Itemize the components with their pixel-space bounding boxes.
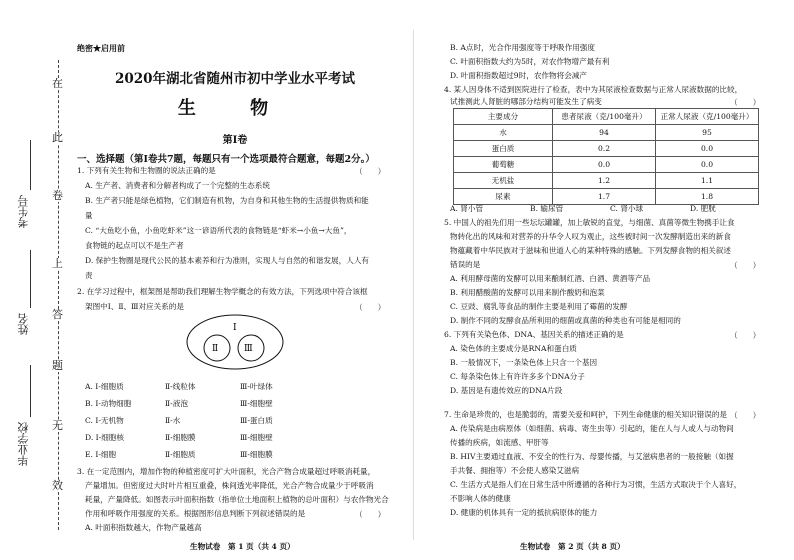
seal-char: 答 <box>52 308 63 321</box>
q4-line: 试推测此人肾脏的哪部分结构可能发生了病变 <box>450 97 602 106</box>
q2-option-e-2: Ⅱ-细胞质 <box>165 450 196 459</box>
q6-line: 6. 下列有关染色体、DNA、基因关系的描述正确的是 <box>444 330 624 339</box>
binding-margin <box>0 0 70 560</box>
table-cell: 1.8 <box>656 189 759 205</box>
table-header-cell: 主要成分 <box>454 109 553 125</box>
q5-line: 物转化出的风味和对营养的升华令人叹为观止，这些被时间一次发酵制造出来的新食 <box>450 232 731 241</box>
name-line <box>30 250 31 308</box>
subject-title: 生 物 <box>177 98 293 119</box>
q2-option-c-1: C. Ⅰ-无机物 <box>85 416 124 425</box>
q2-option-b-2: Ⅱ-液泡 <box>165 399 188 408</box>
answer-parens: （ ） <box>355 167 386 176</box>
q4-option-b: B. 输尿管 <box>530 204 564 213</box>
q5-line: 物蕴藏着中华民族对于滋味和世道人心的某种特殊的感触。下列发酵食物的相关叙述 <box>450 246 731 255</box>
school-line <box>30 365 31 417</box>
table-cell: 尿素 <box>454 189 553 205</box>
q1-line: 责 <box>85 271 93 280</box>
q5-option-c: C. 豆豉、腐乳等食品的制作主要是利用了霉菌的发酵 <box>450 302 628 311</box>
q2-option-e-1: E. Ⅰ-细胞 <box>85 450 117 459</box>
q2-option-d-3: Ⅲ-细胞壁 <box>240 433 273 442</box>
seal-char: 在 <box>52 77 63 90</box>
q2-line: 2. 在学习过程中，框架图是帮助我们理解生物学概念的有效方法，下列选项中符合该框 <box>77 287 368 296</box>
answer-parens: （ ） <box>730 261 761 270</box>
seal-char: 无 <box>52 419 63 432</box>
page-fold <box>413 30 414 540</box>
q2-line: 架图中Ⅰ、Ⅱ、Ⅲ对应关系的是 <box>85 302 185 311</box>
q1-line: C. “大鱼吃小鱼，小鱼吃虾米”这一谚语所代表的食物链是“虾米→小鱼→大鱼”， <box>85 226 352 235</box>
q7-line: 传播的疾病，如流感、甲肝等 <box>450 438 549 447</box>
q6-option-d: D. 基因是有遗传效应的DNA片段 <box>450 386 563 395</box>
venn-label-left: Ⅱ <box>212 344 219 354</box>
answer-parens: （ ） <box>730 331 761 340</box>
table-cell: 0.2 <box>553 141 656 157</box>
q3-option-d: D. 叶面积指数超过9时，农作物将会减产 <box>450 71 587 80</box>
table-row <box>454 173 759 189</box>
q3-option-a: A. 叶面积指数越大，作物产量越高 <box>85 523 202 532</box>
table-cell: 蛋白质 <box>454 141 553 157</box>
q7-option-c: C. 生活方式是指人们在日常生活中所遵循的各种行为习惯，生活方式取决于个人喜好， <box>450 480 742 489</box>
table-cell: 葡萄糖 <box>454 157 553 173</box>
exam-title: 2020年湖北省随州市初中学业水平考试 <box>114 71 356 87</box>
q2-option-a-2: Ⅱ-线粒体 <box>165 382 196 391</box>
seal-char: 上 <box>52 257 63 270</box>
table-cell: 水 <box>454 125 553 141</box>
seal-char: 此 <box>52 131 63 144</box>
table-header-cell: 正常人尿液（克/100毫升） <box>656 109 759 125</box>
table-cell: 无机盐 <box>454 173 553 189</box>
table-row <box>454 125 759 141</box>
q6-option-b: B. 一般情况下，一条染色体上只含一个基因 <box>450 358 598 367</box>
table-header-row <box>454 109 759 125</box>
q3-option-b: B. A点时，光合作用强度等于呼吸作用强度 <box>450 43 595 52</box>
q7-option-d: D. 健康的机体具有一定的抵抗病原体的能力 <box>450 508 598 517</box>
q4-option-c: C. 肾小球 <box>610 204 644 213</box>
table-cell: 1.1 <box>656 173 759 189</box>
table-cell: 0.0 <box>656 141 759 157</box>
table-cell: 0.0 <box>553 157 656 173</box>
q2-option-b-3: Ⅲ-细胞壁 <box>240 399 273 408</box>
answer-parens: （ ） <box>730 98 761 107</box>
q3-line: 耗量，产量降低。如图表示叶面积指数（指单位土地面积上植物的总叶面积）与农作物光合 <box>85 495 389 504</box>
q5-option-d: D. 制作不同的发酵食品所利用的细菌或真菌的种类也有可能是相同的 <box>450 316 681 325</box>
q2-option-b-1: B. Ⅰ-动物细胞 <box>85 399 132 408</box>
venn-label-right: Ⅲ <box>244 344 253 354</box>
q4-line: 4. 某人因身体不适到医院进行了检查，表中为其尿液检查数据与正常人尿液数据的比较， <box>444 85 743 94</box>
answer-parens: （ ） <box>355 303 386 312</box>
volume-heading: 第Ⅰ卷 <box>222 135 248 146</box>
q4-option-d: D. 肥胱 <box>690 204 716 213</box>
q7-line: 7. 生命是珍贵的，也是脆弱的，需要关爱和呵护，下列生命健康的相关知识错误的是 <box>444 410 728 419</box>
q1-line: A. 生产者、消费者和分解者构成了一个完整的生态系统 <box>85 181 270 190</box>
section-heading: 一、选择题（第Ⅰ卷共7题，每题只有一个选项最符合题意，每题2分。） <box>77 154 375 165</box>
q3-line: 产量增加。但密度过大时叶片相互重叠，株间透光率降低，光合产物合成量少于呼吸消 <box>85 481 374 490</box>
q2-option-d-2: Ⅱ-细胞膜 <box>165 433 196 442</box>
table-row <box>454 141 759 157</box>
seal-char: 效 <box>52 479 63 492</box>
q1-line: B. 生产者只能是绿色植物，它们制造有机物，为自身和其他生物的生活提供物质和能 <box>85 196 369 205</box>
answer-parens: （ ） <box>730 411 761 420</box>
secret-mark: 绝密★启用前 <box>77 43 125 53</box>
urine-data-table <box>453 108 759 205</box>
page-footer: 生物试卷 第 2 页（共 8 页） <box>520 542 625 551</box>
school-label: 毕业学校 <box>17 422 30 466</box>
q3-option-c: C. 叶面积指数大约为5时，对农作物增产最有利 <box>450 57 610 66</box>
table-cell: 1.2 <box>553 173 656 189</box>
answer-parens: （ ） <box>355 510 386 519</box>
q3-line: 作用和呼吸作用强度的关系。根据图形信息判断下列叙述错误的是 <box>85 509 306 518</box>
q6-option-a: A. 染色体的主要成分是RNA和蛋白质 <box>450 344 577 353</box>
page-footer: 生物试卷 第 1 页（共 4 页） <box>190 542 295 551</box>
seal-char: 题 <box>52 359 63 372</box>
q7-option-a: A. 传染病是由病原体（如细菌、病毒、寄生虫等）引起的，能在人与人或人与动物间 <box>450 424 734 433</box>
q2-option-e-3: Ⅲ-细胞膜 <box>240 450 273 459</box>
q1-line: 量 <box>85 211 93 220</box>
name-label: 姓名 <box>17 313 30 335</box>
q1-line: 1. 下列有关生物和生物圈的说法正确的是 <box>77 166 216 175</box>
q1-line: D. 保护生物圈是现代公民的基本素养和行为准则，实现人与自然的和谐发展，人人有 <box>85 256 370 265</box>
q7-option-b: B. HIV主要通过血液、不安全的性行为、母婴传播，与艾滋病患者的一般接触（如握 <box>450 452 734 461</box>
q7-line: 不影响人体的健康 <box>450 494 511 503</box>
table-cell: 1.7 <box>553 189 656 205</box>
q5-option-b: B. 利用醋酸菌的发酵可以用来制作酸奶和泡菜 <box>450 288 605 297</box>
q4-option-a: A. 肾小管 <box>450 204 484 213</box>
venn-diagram <box>185 313 285 371</box>
table-header-cell: 患者尿液（克/100毫升） <box>553 109 656 125</box>
q2-option-d-1: D. Ⅰ-细胞核 <box>85 433 124 442</box>
table-row <box>454 157 759 173</box>
exam-number-label: 考生号 <box>17 195 30 228</box>
q5-line: 错误的是 <box>450 260 481 269</box>
q2-option-c-2: Ⅱ-水 <box>165 416 181 425</box>
q5-line: 5. 中国人的祖先们用一些坛坛罐罐，加上敏锐的直觉，与细菌、真菌等微生物携手让食 <box>444 218 735 227</box>
table-cell: 95 <box>656 125 759 141</box>
q1-line: 食物链的起点可以不是生产者 <box>85 241 184 250</box>
seal-char: 卷 <box>52 189 63 202</box>
q5-option-a: A. 利用酵母菌的发酵可以用来酿制红酒、白酒、黄酒等产品 <box>450 274 651 283</box>
q6-option-c: C. 每条染色体上有许许多多个DNA分子 <box>450 372 585 381</box>
table-cell: 0.0 <box>656 157 759 173</box>
q7-line: 手共餐、拥抱等）不会使人感染艾滋病 <box>450 466 580 475</box>
table-cell: 94 <box>553 125 656 141</box>
q2-option-c-3: Ⅲ-蛋白质 <box>240 416 273 425</box>
venn-label-outer: Ⅰ <box>233 323 237 333</box>
exam-number-line <box>30 140 31 190</box>
q2-option-a-1: A. Ⅰ-细胞质 <box>85 382 124 391</box>
q3-line: 3. 在一定范围内，增加作物的种植密度可扩大叶面积，光合产物合成量超过呼吸消耗量， <box>77 467 376 476</box>
q2-option-a-3: Ⅲ-叶绿体 <box>240 382 273 391</box>
